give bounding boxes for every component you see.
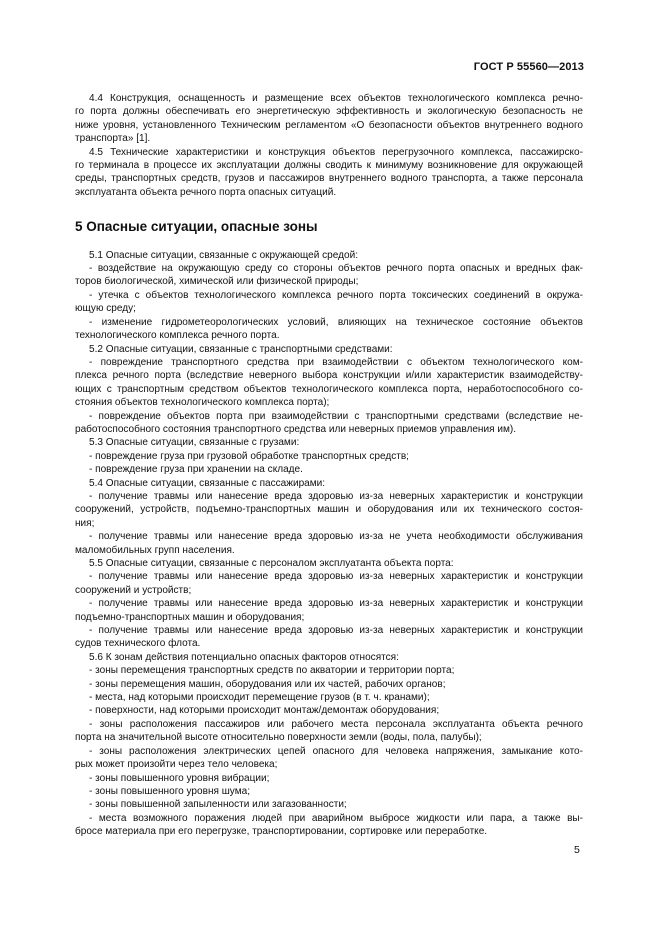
paragraph [75, 463, 583, 476]
paragraph [75, 624, 583, 651]
text-line: - зоны повышенного уровня шума; [89, 785, 250, 797]
paragraph [75, 410, 583, 437]
text-line: 5.3 Опасные ситуации, связанные с грузами: [89, 437, 300, 449]
text-line: порта на значительной высоте относительно поверхности земли (воды, пола, палубы); [75, 732, 482, 744]
text-line: 5.5 Опасные ситуации, связанные с персоналом эксплуатанта объекта порта: [89, 558, 454, 569]
text-line: - повреждение груза при грузовой обработке транспортных средств; [89, 450, 409, 462]
paragraph [75, 704, 583, 717]
section-heading: 5 Опасные ситуации, опасные зоны [75, 219, 318, 235]
text-line: сооружений, устройств, подъемно-транспортных машин и оборудования или их технического состоя- [75, 504, 583, 516]
paragraph [75, 92, 583, 146]
text-line: ющих с транспортным средством объектов технологического комплекса порта, неработоспособного со- [75, 383, 583, 395]
paragraph [75, 570, 583, 597]
text-line: - получение травмы или нанесение вреда здоровью из-за неверных характеристик и конструкции [89, 625, 583, 637]
text-line: - повреждение объектов порта при взаимодействии с транспортными средствами (вследствие не- [89, 410, 583, 422]
paragraph [75, 798, 583, 811]
paragraph [75, 356, 583, 410]
text-line: - места возможного поражения людей при аварийном выбросе жидкости или пара, а также вы- [89, 812, 583, 824]
text-line: - зоны повышенного уровня вибрации; [89, 772, 270, 784]
text-line: - получение травмы или нанесение вреда здоровью из-за не учета необходимости обслуживания [89, 531, 583, 543]
text-line: - получение травмы или нанесение вреда здоровью из-за неверных характеристик и конструкции [89, 598, 583, 610]
paragraph [75, 691, 583, 704]
text-line: - зоны расположения электрических цепей опасного для человека напряжения, замыкание кото- [89, 745, 583, 757]
paragraph [75, 316, 583, 343]
text-line: работоспособного состояния транспортного средства или неверных приемов управления им). [75, 423, 516, 435]
text-line: - утечка с объектов технологического комплекса речного порта токсических соединений в окружа- [89, 289, 583, 301]
text-line: - воздействие на окружающую среду со стороны объектов речного порта опасных и вредных фак- [89, 263, 583, 275]
text-line: 5.1 Опасные ситуации, связанные с окружающей средой: [89, 249, 358, 261]
text-line: ющую среду; [75, 303, 136, 315]
text-line: - поверхности, над которыми происходит монтаж/демонтаж оборудования; [89, 705, 440, 717]
text-line: 5.6 К зонам действия потенциально опасных факторов относятся: [89, 651, 399, 663]
paragraph [75, 785, 583, 798]
text-line: - зоны перемещения машин, оборудования или их частей, рабочих органов; [89, 678, 446, 690]
paragraph [75, 597, 583, 624]
text-line: рых может произойти через тело человека; [75, 759, 278, 771]
text-line: - повреждение транспортного средства при взаимодействии с объектом технологического ком- [89, 356, 583, 368]
paragraph [75, 772, 583, 785]
text-line: 4.5 Технические характеристики и конструкция объектов перегрузочного комплекса, пассажирско- [89, 146, 583, 158]
text-line: судов технического флота. [75, 638, 201, 650]
paragraph [75, 678, 583, 691]
paragraph [75, 436, 583, 449]
text-line: - получение травмы или нанесение вреда здоровью из-за неверных характеристик и конструкции [89, 490, 583, 502]
text-line: 5.2 Опасные ситуации, связанные с транспортными средствами: [89, 343, 393, 355]
text-line: среды, транспортных средств, грузов и пассажиров внутреннего водного транспорта, а также персонала [75, 173, 583, 185]
text-line: - изменение гидрометеорологических условий, влияющих на техническое состояние объектов [89, 316, 583, 328]
text-line: бросе материала при его перегрузке, транспортировании, сортировке или переработке. [75, 826, 488, 838]
paragraph [75, 289, 583, 316]
paragraph [75, 146, 583, 200]
paragraph [75, 530, 583, 557]
text-line: технологического комплекса речного порта. [75, 330, 280, 342]
text-line: - зоны повышенной запыленности или загазованности; [89, 799, 347, 811]
text-line: подъемно-транспортных машин и оборудования; [75, 611, 305, 623]
paragraph [75, 450, 583, 463]
section-paragraphs [75, 249, 583, 839]
text-line: ниже уровня, установленного Техническим регламентом «О безопасности объектов внутреннего водного [75, 119, 583, 131]
text-line: маломобильных групп населения. [75, 544, 235, 556]
paragraph [75, 477, 583, 490]
paragraph [75, 812, 583, 839]
text-line: транспорта» [1]. [75, 133, 151, 145]
intro-paragraphs [75, 92, 583, 199]
text-line: ния; [75, 517, 95, 529]
text-line: - зоны расположения пассажиров или рабочего места персонала эксплуатанта объекта речного [89, 718, 583, 730]
paragraph [75, 343, 583, 356]
paragraph [75, 745, 583, 772]
text-line: - места, над которыми происходит перемещение грузов (в т. ч. кранами); [89, 692, 430, 704]
text-line: стояния объектов технологического комплекса порта); [75, 397, 330, 409]
paragraph [75, 490, 583, 530]
text-line: эксплуатанта объекта речного порта опасных ситуаций. [75, 186, 337, 198]
paragraph [75, 664, 583, 677]
paragraph [75, 557, 583, 570]
text-line: 5.4 Опасные ситуации, связанные с пассажирами: [89, 477, 326, 489]
text-line: го терминала в процессе их эксплуатации должны сводить к минимуму возникновение для окружающей [75, 160, 583, 172]
paragraph [75, 651, 583, 664]
paragraph [75, 718, 583, 745]
page-number: 5 [574, 844, 580, 856]
text-line: плекса речного порта (вследствие неверного выбора конструкции и/или характеристик взаимодейству- [75, 370, 583, 382]
text-line: го порта должны обеспечивать его энергетическую эффективность и экологическую безопасность не [75, 106, 583, 118]
text-line: - зоны перемещения транспортных средств по акватории и территории порта; [89, 665, 455, 677]
document-body [75, 92, 583, 839]
text-line: 4.4 Конструкция, оснащенность и размещение всех объектов технологического комплекса речно- [89, 93, 583, 104]
paragraph [75, 249, 583, 262]
text-line: - повреждение груза при хранении на складе. [89, 464, 303, 476]
text-line: сооружений и устройств; [75, 584, 192, 596]
paragraph [75, 262, 583, 289]
standard-number: ГОСТ Р 55560—2013 [473, 61, 584, 73]
text-line: - получение травмы или нанесение вреда здоровью из-за неверных характеристик и конструкции [89, 571, 583, 583]
text-line: торов биологической, химической или физической природы; [75, 276, 359, 288]
